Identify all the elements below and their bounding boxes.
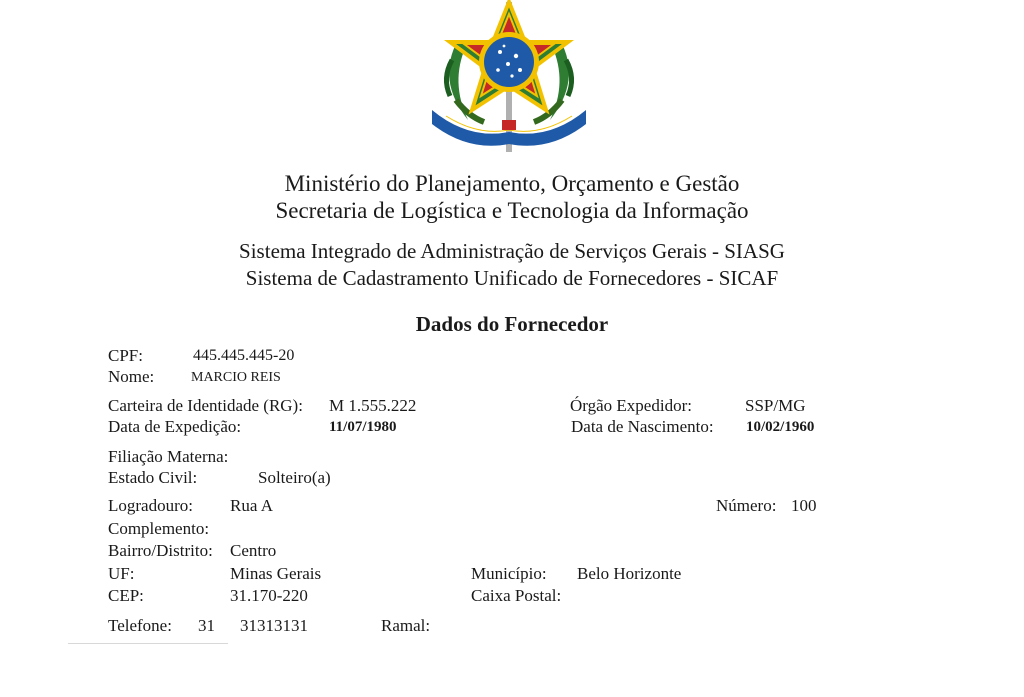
name-value: MARCIO REIS bbox=[191, 370, 281, 385]
ministry-heading: Ministério do Planejamento, Orçamento e Gestão bbox=[284, 171, 740, 196]
birth-date-label: Data de Nascimento: bbox=[571, 417, 714, 436]
name-label: Nome: bbox=[108, 367, 155, 386]
phone-value: 31313131 bbox=[240, 616, 308, 635]
blue-globe-icon bbox=[484, 37, 534, 87]
uf-value: Minas Gerais bbox=[230, 564, 322, 583]
street-label: Logradouro: bbox=[108, 496, 193, 515]
cpf-label: CPF: bbox=[108, 346, 143, 365]
pobox-label: Caixa Postal: bbox=[471, 586, 562, 605]
city-label: Município: bbox=[471, 564, 547, 583]
rg-label: Carteira de Identidade (RG): bbox=[108, 396, 303, 415]
cpf-value: 445.445.445-20 bbox=[193, 347, 295, 364]
cep-value: 31.170-220 bbox=[230, 586, 308, 605]
uf-label: UF: bbox=[108, 564, 135, 583]
birth-date-value: 10/02/1960 bbox=[746, 419, 815, 435]
mother-label: Filiação Materna: bbox=[108, 447, 229, 466]
number-label: Número: bbox=[716, 496, 777, 515]
page-cut-divider bbox=[68, 643, 228, 644]
phone-label: Telefone: bbox=[108, 616, 172, 635]
number-value: 100 bbox=[791, 496, 817, 515]
marital-label: Estado Civil: bbox=[108, 468, 198, 487]
system-sicaf-heading: Sistema de Cadastramento Unificado de Fornecedores - SICAF bbox=[245, 266, 779, 290]
issuer-label: Órgão Expedidor: bbox=[570, 396, 692, 415]
rg-value: M 1.555.222 bbox=[329, 396, 417, 415]
coat-of-arms-emblem bbox=[428, 0, 590, 156]
complement-label: Complemento: bbox=[108, 519, 210, 538]
marital-value: Solteiro(a) bbox=[258, 468, 331, 487]
issue-date-label: Data de Expedição: bbox=[108, 417, 242, 436]
city-value: Belo Horizonte bbox=[577, 564, 682, 583]
issuer-value: SSP/MG bbox=[745, 396, 806, 415]
section-title: Dados do Fornecedor bbox=[415, 312, 609, 336]
district-label: Bairro/Distrito: bbox=[108, 541, 213, 560]
phone-ddd-value: 31 bbox=[198, 616, 215, 635]
secretariat-heading: Secretaria de Logística e Tecnologia da Informação bbox=[275, 198, 749, 223]
issue-date-value: 11/07/1980 bbox=[329, 419, 397, 435]
ext-label: Ramal: bbox=[381, 616, 431, 635]
cep-label: CEP: bbox=[108, 586, 144, 605]
district-value: Centro bbox=[230, 541, 277, 560]
street-value: Rua A bbox=[230, 496, 273, 515]
system-siasg-heading: Sistema Integrado de Administração de Serviços Gerais - SIASG bbox=[239, 239, 785, 263]
